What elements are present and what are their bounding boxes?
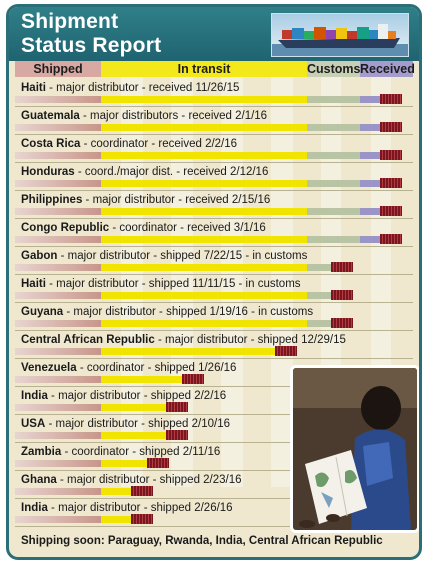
- shipment-progress-bar: [15, 292, 413, 299]
- shipment-detail: - coordinator - shipped 1/26/16: [76, 362, 237, 374]
- shipment-progress-bar: [15, 320, 413, 327]
- customs-segment: [307, 236, 360, 243]
- country-name: Central African Republic: [21, 334, 155, 346]
- shipment-label: [21, 193, 270, 207]
- shipment-detail: - major distributor - shipped 2/26/16: [47, 502, 233, 514]
- country-name: Haiti: [21, 278, 46, 290]
- progress-marker: [380, 122, 402, 132]
- progress-marker: [147, 458, 169, 468]
- country-name: Honduras: [21, 166, 75, 178]
- progress-marker: [166, 430, 188, 440]
- shipment-label: [21, 389, 226, 403]
- row-divider: [15, 190, 413, 191]
- country-name: Haiti: [21, 82, 46, 94]
- row-divider: [15, 302, 413, 303]
- row-divider: [15, 358, 413, 359]
- shipped-segment: [15, 320, 101, 327]
- country-name: USA: [21, 418, 46, 430]
- shipped-segment: [15, 152, 101, 159]
- shipped-segment: [15, 432, 101, 439]
- title-line-1: Shipment: [21, 10, 119, 33]
- shipment-label: [21, 305, 313, 319]
- shipped-segment: [15, 460, 101, 467]
- country-name: Zambia: [21, 446, 62, 458]
- progress-marker: [166, 402, 188, 412]
- progress-marker: [331, 318, 353, 328]
- phase-shipped-label: Shipped: [33, 62, 83, 76]
- shipment-label: [21, 165, 268, 179]
- shipment-detail: - major distributor - shipped 2/23/16: [56, 474, 242, 486]
- row-divider: [15, 330, 413, 331]
- shipment-label: [21, 333, 346, 347]
- shipment-label: [21, 221, 266, 235]
- phase-customs-label: Customs: [307, 62, 361, 76]
- customs-segment: [307, 96, 360, 103]
- phase-in-transit-label: In transit: [177, 62, 231, 76]
- shipment-detail: - coordinator - received 2/2/16: [80, 138, 238, 150]
- customs-segment: [307, 180, 360, 187]
- in-transit-segment: [101, 180, 307, 187]
- shipment-progress-bar: [15, 180, 413, 187]
- shipment-detail: - major distributor - received 11/26/15: [45, 82, 240, 94]
- shipment-detail: - major distributor - shipped 2/2/16: [47, 390, 227, 402]
- shipped-segment: [15, 516, 101, 523]
- shipped-segment: [15, 348, 101, 355]
- shipment-label: [21, 473, 242, 487]
- shipment-progress-bar: [15, 348, 413, 355]
- shipped-segment: [15, 180, 101, 187]
- country-name: Venezuela: [21, 362, 77, 374]
- in-transit-segment: [101, 236, 307, 243]
- shipment-label: [21, 109, 267, 123]
- progress-marker: [331, 290, 353, 300]
- row-divider: [15, 106, 413, 107]
- shipment-progress-bar: [15, 152, 413, 159]
- progress-marker: [380, 178, 402, 188]
- progress-marker: [331, 262, 353, 272]
- shipment-progress-bar: [15, 264, 413, 271]
- row-divider: [15, 274, 413, 275]
- row-divider: [15, 162, 413, 163]
- shipped-segment: [15, 208, 101, 215]
- shipment-detail: - coordinator - shipped 2/11/16: [61, 446, 221, 458]
- progress-marker: [380, 234, 402, 244]
- shipment-label: [21, 249, 307, 263]
- shipped-segment: [15, 376, 101, 383]
- progress-marker: [380, 94, 402, 104]
- country-name: India: [21, 502, 48, 514]
- child-reading-photo: [290, 365, 420, 533]
- shipped-segment: [15, 96, 101, 103]
- shipment-progress-bar: [15, 208, 413, 215]
- country-name: Guatemala: [21, 110, 80, 122]
- shipment-detail: - major distributor - received 2/15/16: [82, 194, 271, 206]
- phase-received-label: Received: [360, 62, 415, 76]
- progress-marker: [131, 486, 153, 496]
- country-name: India: [21, 390, 48, 402]
- shipment-label: [21, 501, 233, 515]
- shipment-progress-bar: [15, 124, 413, 131]
- shipped-segment: [15, 404, 101, 411]
- customs-segment: [307, 124, 360, 131]
- progress-marker: [380, 206, 402, 216]
- row-divider: [15, 246, 413, 247]
- in-transit-segment: [101, 264, 307, 271]
- shipped-segment: [15, 264, 101, 271]
- country-name: Guyana: [21, 306, 64, 318]
- shipment-progress-bar: [15, 96, 413, 103]
- shipment-label: [21, 81, 239, 95]
- report-title: [21, 10, 161, 58]
- country-name: Ghana: [21, 474, 57, 486]
- title-line-2: Status Report: [21, 34, 162, 57]
- shipment-detail: - major distributor - shipped 2/10/16: [45, 418, 231, 430]
- report-header: [9, 7, 419, 61]
- country-name: Philippines: [21, 194, 83, 206]
- shipped-segment: [15, 124, 101, 131]
- customs-segment: [307, 152, 360, 159]
- shipment-detail: - major distributor - shipped 12/29/15: [154, 334, 346, 346]
- country-name: Congo Republic: [21, 222, 110, 234]
- in-transit-segment: [101, 96, 307, 103]
- shipment-label: [21, 445, 220, 459]
- in-transit-segment: [101, 348, 297, 355]
- shipment-label: [21, 277, 301, 291]
- shipment-progress-bar: [15, 236, 413, 243]
- shipment-label: [21, 417, 230, 431]
- progress-marker: [182, 374, 204, 384]
- shipped-segment: [15, 292, 101, 299]
- shipping-soon-note: Shipping soon: Paraguay, Rwanda, India, Central African Republic: [21, 535, 383, 547]
- status-report-card: [6, 4, 422, 560]
- shipped-segment: [15, 488, 101, 495]
- in-transit-segment: [101, 292, 307, 299]
- shipment-detail: - major distributor - shipped 11/11/15 - in customs: [45, 278, 301, 290]
- shipment-label: [21, 361, 236, 375]
- progress-marker: [380, 150, 402, 160]
- in-transit-segment: [101, 152, 307, 159]
- row-divider: [15, 218, 413, 219]
- in-transit-segment: [101, 124, 307, 131]
- row-divider: [15, 134, 413, 135]
- shipped-segment: [15, 236, 101, 243]
- shipment-detail: - coord./major dist. - received 2/12/16: [74, 166, 269, 178]
- in-transit-segment: [101, 320, 307, 327]
- shipment-detail: - major distributor - shipped 1/19/16 - in customs: [63, 306, 314, 318]
- shipment-label: [21, 137, 237, 151]
- customs-segment: [307, 208, 360, 215]
- container-ship-image: [271, 13, 409, 57]
- in-transit-segment: [101, 208, 307, 215]
- country-name: Costa Rica: [21, 138, 81, 150]
- country-name: Gabon: [21, 250, 58, 262]
- progress-marker: [275, 346, 297, 356]
- shipment-detail: - major distributor - shipped 7/22/15 - in customs: [57, 250, 308, 262]
- shipment-detail: - coordinator - received 3/1/16: [109, 222, 266, 234]
- progress-marker: [131, 514, 153, 524]
- shipment-detail: - major distributors - received 2/1/16: [79, 110, 268, 122]
